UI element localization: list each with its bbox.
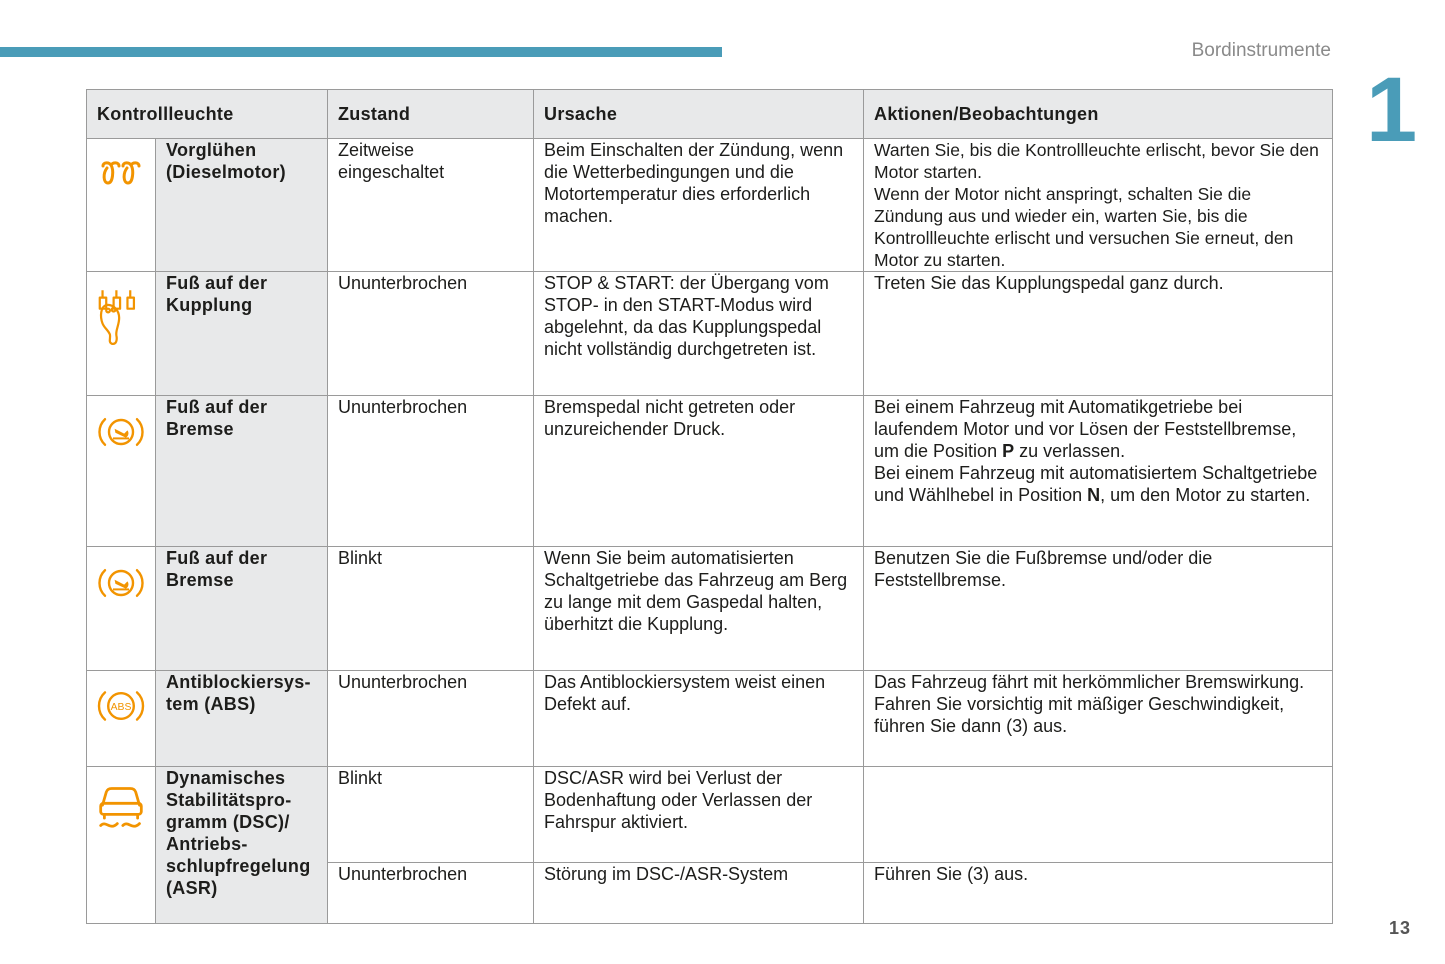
cause-cell: Das Antiblockiersystem weist einen Defekt auf. [534,671,864,767]
table-row [87,547,1333,671]
icon-cell [87,767,156,924]
warning-name: Fuß auf der Kupplung [156,272,328,396]
action-cell [864,139,1333,272]
column-header: Ursache [534,90,864,139]
warning-name: Fuß auf der Bremse [156,547,328,671]
table-row [87,767,1333,863]
action-cell: Benutzen Sie die Fußbremse und/oder die Feststellbremse. [864,547,1333,671]
table-header-row [87,90,1333,139]
foot-on-clutch-icon [97,286,145,348]
column-header: Zustand [328,90,534,139]
action-text: Bei einem Fahrzeug mit Automatikgetriebe bei laufendem Motor und vor Lösen der Feststellbremse, um die Position P zu verlassen. [874,397,1297,461]
table-row [87,272,1333,396]
warning-name: Antiblockiersys- tem (ABS) [156,671,328,767]
icon-cell [87,272,156,396]
cause-cell: STOP & START: der Übergang vom STOP- in den START-Modus wird abgelehnt, da das Kupplungspedal nicht vollständig durchgetreten ist. [534,272,864,396]
action-cell: Das Fahrzeug fährt mit herkömmlicher Bremswirkung. Fahren Sie vorsichtig mit mäßiger Geschwindigkeit, führen Sie dann (3) aus. [864,671,1333,767]
action-text: Wenn der Motor nicht anspringt, schalten Sie die Zündung aus und wieder ein, warten Sie, bis die Kontrollleuchte erlischt und versuchen Sie erneut, den Motor zu starten. [874,184,1294,270]
table-row [87,396,1333,547]
svg-text:ABS: ABS [110,702,132,713]
cause-cell: Wenn Sie beim automatisierten Schaltgetriebe das Fahrzeug am Berg zu lange mit dem Gaspedal halten, überhitzt die Kupplung. [534,547,864,671]
warning-lights-table [86,89,1333,924]
action-text: Warten Sie, bis die Kontrollleuchte erlischt, bevor Sie den Motor starten. [874,140,1319,182]
warning-name: Fuß auf der Bremse [156,396,328,547]
foot-on-brake-icon [97,410,145,454]
foot-on-brake-icon [97,561,145,605]
state-cell: Blinkt [328,547,534,671]
column-header: Kontrollleuchte [87,90,328,139]
page-number: 13 [1388,918,1411,938]
cause-cell: Bremspedal nicht getreten oder unzureichender Druck. [534,396,864,547]
state-cell: Blinkt [328,767,534,863]
icon-cell [87,547,156,671]
cause-cell: Störung im DSC-/ASR-System [534,863,864,924]
table-row [87,671,1333,767]
state-cell: Zeitweise eingeschaltet [328,139,534,272]
warning-name: Vorglühen (Dieselmotor) [156,139,328,272]
state-cell: Ununterbrochen [328,863,534,924]
abs-icon [97,683,145,729]
header-accent-bar [0,47,722,57]
chapter-number: 1 [1366,59,1418,161]
table-row [87,139,1333,272]
action-cell [864,767,1333,863]
state-cell: Ununterbrochen [328,671,534,767]
section-title: Bordinstrumente [1191,40,1331,61]
action-cell: Treten Sie das Kupplungspedal ganz durch. [864,272,1333,396]
action-text: Bei einem Fahrzeug mit automatisiertem Schaltgetriebe und Wählhebel in Position N, um den Motor zu starten. [874,463,1318,505]
glow-plug-icon [100,161,142,187]
icon-cell [87,396,156,547]
action-cell [864,396,1333,547]
warning-name: Dynamisches Stabilitätspro- gramm (DSC)/ Antriebs- schlupfregelung (ASR) [156,767,328,924]
state-cell: Ununterbrochen [328,396,534,547]
column-header: Aktionen/Beobachtungen [864,90,1333,139]
state-cell: Ununterbrochen [328,272,534,396]
cause-cell: DSC/ASR wird bei Verlust der Bodenhaftung oder Verlassen der Fahrspur aktiviert. [534,767,864,863]
icon-cell [87,139,156,272]
action-cell: Führen Sie (3) aus. [864,863,1333,924]
icon-cell [87,671,156,767]
dsc-asr-icon [97,781,145,833]
cause-cell: Beim Einschalten der Zündung, wenn die Wetterbedingungen und die Motortemperatur dies erforderlich machen. [534,139,864,272]
